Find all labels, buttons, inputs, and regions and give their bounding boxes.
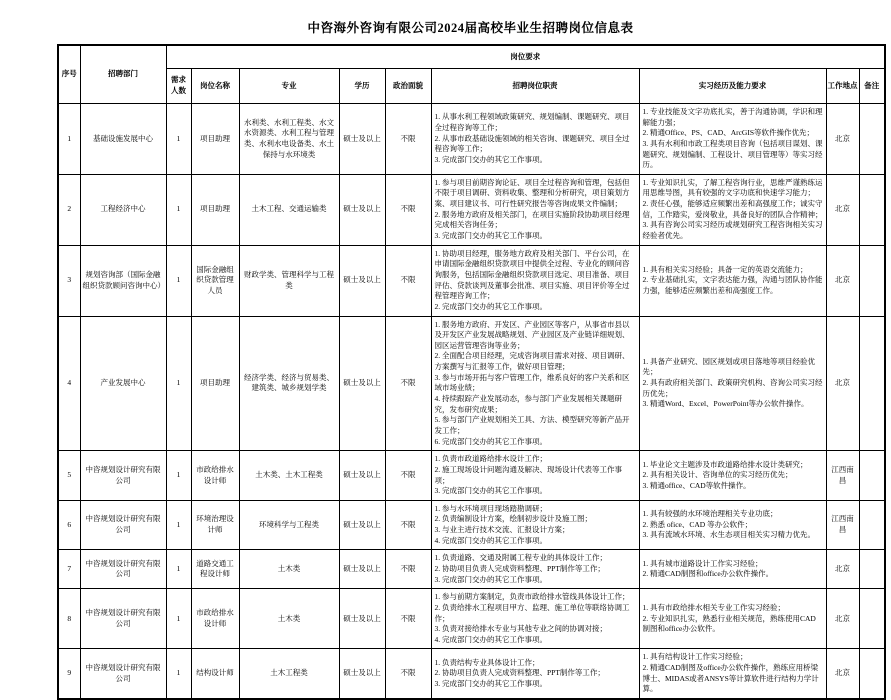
cell-political-status: 不限 [385,245,431,316]
cell-location: 江西南昌 [826,451,859,501]
cell-seq: 1 [58,104,80,175]
col-header-duties: 招聘岗位职责 [431,69,639,104]
page-title: 中咨海外咨询有限公司2024届高校毕业生招聘岗位信息表 [307,21,634,35]
cell-major: 经济学类、经济与贸易类、建筑类、城乡规划学类 [239,316,339,451]
cell-seq: 4 [58,316,80,451]
cell-duties: 1. 从事水利工程领域政策研究、规划编制、课题研究、项目全过程咨询等工作； 2. 从事市政基础设施领域的相关咨询、课题研究、项目全过程咨询等工作； 3. 完成部门交办的其它工作事项。 [431,104,639,175]
cell-headcount: 1 [166,174,191,245]
col-header-group-requirements: 岗位要求 [166,45,885,69]
cell-headcount: 1 [166,500,191,550]
cell-note [859,500,885,550]
cell-location: 北京 [826,245,859,316]
cell-degree: 硕士及以上 [339,589,385,649]
cell-location: 北京 [826,649,859,699]
cell-position: 道路交通工程设计师 [191,550,239,589]
cell-duties: 1. 参与水环境项目现场踏勘调研； 2. 负责编制设计方案，绘制初步设计及施工图； 3. 与业主进行技术交流、汇报设计方案； 4. 完成部门交办的其它工作事项。 [431,500,639,550]
header-row-group [58,45,885,69]
table-row [58,245,885,316]
cell-political-status: 不限 [385,589,431,649]
cell-duties: 1. 负责结构专业具体设计工作； 2. 协助项目负责人完成资料整理、PPT制作等工作； 3. 完成部门交办的其它工作事项。 [431,649,639,699]
cell-position: 项目助理 [191,104,239,175]
cell-note [859,649,885,699]
cell-note [859,104,885,175]
cell-department: 基础设施发展中心 [80,104,166,175]
col-header-department: 招聘部门 [80,45,166,104]
cell-requirements: 1. 具有结构设计工作实习经验； 2. 精通CAD制图及office办公软件操作，熟练应用桥梁博士、MIDAS或者ANSYS等计算软件进行结构力学计算。 [639,649,826,699]
cell-major: 土木工程类 [239,649,339,699]
cell-position: 环境治理设计师 [191,500,239,550]
cell-political-status: 不限 [385,451,431,501]
cell-major: 环境科学与工程类 [239,500,339,550]
cell-political-status: 不限 [385,104,431,175]
col-header-note: 备注 [859,69,885,104]
cell-duties: 1. 负责道路、交通及附属工程专业的具体设计工作； 2. 协助项目负责人完成资料整理、PPT制作等工作； 3. 完成部门交办的其它工作事项。 [431,550,639,589]
cell-duties: 1. 服务地方政府、开发区、产业园区等客户，从事省市县以及开发区产业发展战略规划、产业园区及产业链详细规划、园区运营管理咨询等业务； 2. 全面配合项目经理，完成咨询项目需求对接、项目调研、方案撰写与汇报等工作，做好项目管理； 3. 参与市场开拓与客户管理工作，维系良好的客户关系和区域市场业绩； 4. 持续跟踪产业发展动态，参与部门产业发展相关课题研究，发布研究成果； 5. 参与部门产业规划相关工具、方法、模型研究等新产品开发工作； 6. 完成部门交办的其它工作事项。 [431,316,639,451]
cell-location: 北京 [826,589,859,649]
cell-seq: 6 [58,500,80,550]
cell-seq: 8 [58,589,80,649]
cell-degree: 硕士及以上 [339,316,385,451]
cell-location: 北京 [826,316,859,451]
cell-requirements: 1. 具有市政给排水相关专业工作实习经验； 2. 专业知识扎实，熟悉行业相关规范，熟练使用CAD制图和office办公软件。 [639,589,826,649]
col-header-requirements: 实习经历及能力要求 [639,69,826,104]
header-row-columns [58,69,885,104]
cell-position: 市政给排水设计师 [191,589,239,649]
cell-political-status: 不限 [385,649,431,699]
cell-location: 北京 [826,174,859,245]
cell-requirements: 1. 具有较强的水环境治理相关专业功底； 2. 熟悉 ofice、CAD 等办公软件； 3. 具有流域水环境、水生态项目相关实习精力优先。 [639,500,826,550]
cell-degree: 硕士及以上 [339,500,385,550]
recruitment-table [57,44,886,700]
cell-position: 结构设计师 [191,649,239,699]
cell-duties: 1. 参与前期方案制定，负责市政给排水管线具体设计工作； 2. 负责给排水工程项目甲方、监理、施工单位等联络协调工作； 3. 负责对接给排水专业与其他专业之间的协调对接； 4. 完成部门交办的其它工作事项。 [431,589,639,649]
cell-position: 项目助理 [191,174,239,245]
cell-department: 规划咨询部（国际金融组织贷款顾问咨询中心） [80,245,166,316]
cell-position: 市政给排水设计师 [191,451,239,501]
cell-political-status: 不限 [385,500,431,550]
cell-political-status: 不限 [385,174,431,245]
table-row [58,316,885,451]
cell-department: 中咨规划设计研究有限公司 [80,550,166,589]
cell-major: 土木工程、交通运输类 [239,174,339,245]
cell-duties: 1. 参与项目前期咨询论证、项目全过程咨询和管理，包括但不限于项目调研、资料收集、整理和分析研究，项目策划方案、项目建议书、可行性研究报告等咨询成果文件编制； 2. 服务地方政府及相关部门，在项目实施阶段协助项目经理完成相关咨询任务； 3. 完成部门交办的其它工作事项。 [431,174,639,245]
cell-headcount: 1 [166,649,191,699]
cell-department: 中咨规划设计研究有限公司 [80,649,166,699]
cell-degree: 硕士及以上 [339,550,385,589]
cell-headcount: 1 [166,550,191,589]
cell-requirements: 1. 专业知识扎实，了解工程咨询行业，思维严谨熟练运用思维导图，具有较强的文字功底和快速学习能力； 2. 责任心强，能够适应频繁出差和高强度工作；诚实守信，工作踏实，爱岗敬业，具备良好的团队合作精神； 3. 具有咨询公司实习经历或规划研究工程咨询相关实习经验者优先。 [639,174,826,245]
cell-major: 土木类 [239,550,339,589]
cell-position: 项目助理 [191,316,239,451]
cell-note [859,451,885,501]
job-rows [58,104,885,700]
cell-position: 国际金融组织贷款管理人员 [191,245,239,316]
cell-note [859,550,885,589]
table-row [58,500,885,550]
cell-seq: 2 [58,174,80,245]
cell-headcount: 1 [166,245,191,316]
cell-location: 北京 [826,104,859,175]
cell-duties: 1. 负责市政道路给排水设计工作； 2. 施工现场设计问题沟通及解决、现场设计代表等工作事项； 3. 完成部门交办的其它工作事项。 [431,451,639,501]
cell-major: 财政学类、管理科学与工程类 [239,245,339,316]
cell-major: 水利类、水利工程类、水文水资源类、水利工程与管理类、水利水电设备类、水土保持与水环境类 [239,104,339,175]
cell-headcount: 1 [166,451,191,501]
cell-seq: 7 [58,550,80,589]
col-header-location: 工作地点 [826,69,859,104]
cell-note [859,174,885,245]
cell-note [859,316,885,451]
table-row [58,589,885,649]
cell-degree: 硕士及以上 [339,174,385,245]
table-row [58,104,885,175]
col-header-position: 岗位名称 [191,69,239,104]
cell-requirements: 1. 具有相关实习经验；具备一定的英语交流能力； 2. 专业基础扎实，文字表达能力强，沟通与团队协作能力强，能够适应频繁出差和高强度工作。 [639,245,826,316]
cell-location: 江西南昌 [826,500,859,550]
table-row [58,451,885,501]
cell-requirements: 1. 具备产业研究、园区规划或项目落地等项目经验优先； 2. 具有政府相关部门、政策研究机构、咨询公司实习经历优先； 3. 精通Word、Excel、PowerPoint等办公软件操作。 [639,316,826,451]
cell-political-status: 不限 [385,316,431,451]
col-header-seq: 序号 [58,45,80,104]
cell-requirements: 1. 毕业论文主题涉及市政道路给排水设计类研究； 2. 具有相关设计、咨询单位的实习经历优先； 3. 精通office、CAD等软件操作。 [639,451,826,501]
cell-major: 土木类 [239,589,339,649]
col-header-headcount: 需求人数 [166,69,191,104]
cell-department: 产业发展中心 [80,316,166,451]
cell-headcount: 1 [166,104,191,175]
cell-seq: 9 [58,649,80,699]
cell-seq: 3 [58,245,80,316]
cell-note [859,245,885,316]
cell-degree: 硕士及以上 [339,451,385,501]
cell-department: 中咨规划设计研究有限公司 [80,500,166,550]
cell-duties: 1. 协助项目经理，服务地方政府及相关部门、平台公司，在申请国际金融组织贷款项目中提供全过程、专业化的顾问咨询服务，包括国际金融组织贷款项目选定、项目准备、项目评估、贷款谈判及董事会批准、项目实施、项目评价等全过程管理咨询工作； 2. 完成部门交办的其它工作事项。 [431,245,639,316]
cell-degree: 硕士及以上 [339,649,385,699]
cell-major: 土木类、土木工程类 [239,451,339,501]
cell-department: 中咨规划设计研究有限公司 [80,589,166,649]
cell-department: 工程经济中心 [80,174,166,245]
cell-headcount: 1 [166,316,191,451]
cell-requirements: 1. 专业技能及文字功底扎实，善于沟通协调，学识和理解能力强； 2. 精通Office、PS、CAD、ArcGIS等软件操作优先； 3. 具有水利和市政工程类项目咨询（包括项目谋划、课题研究、规划编制、工程设计、项目管理等）等实习经历。 [639,104,826,175]
table-row [58,649,885,699]
table-header [58,45,885,104]
cell-location: 北京 [826,550,859,589]
col-header-political-status: 政治面貌 [385,69,431,104]
cell-seq: 5 [58,451,80,501]
cell-headcount: 1 [166,589,191,649]
cell-department: 中咨规划设计研究有限公司 [80,451,166,501]
cell-degree: 硕士及以上 [339,245,385,316]
table-row [58,550,885,589]
col-header-degree: 学历 [339,69,385,104]
cell-requirements: 1. 具有城市道路设计工作实习经验； 2. 精通CAD制图和office办公软件操作。 [639,550,826,589]
col-header-major: 专业 [239,69,339,104]
cell-note [859,589,885,649]
cell-political-status: 不限 [385,550,431,589]
cell-degree: 硕士及以上 [339,104,385,175]
table-row [58,174,885,245]
